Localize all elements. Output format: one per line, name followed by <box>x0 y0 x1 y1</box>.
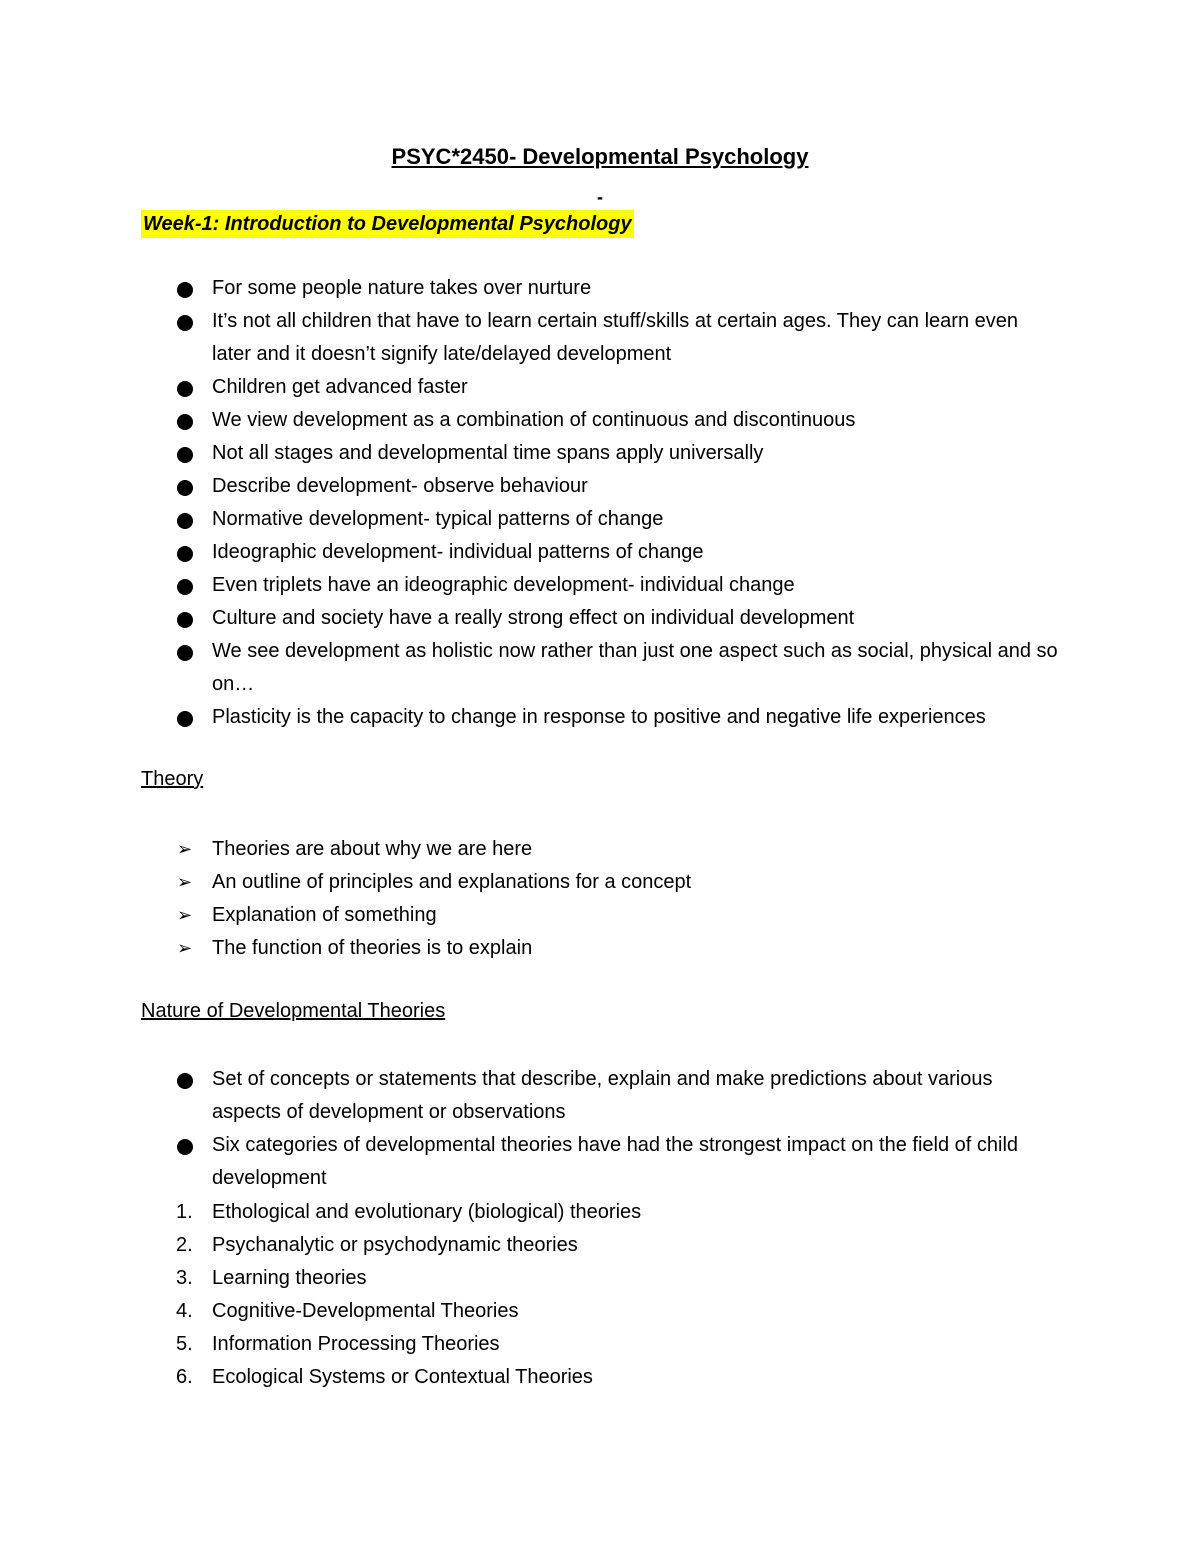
list-item <box>0 305 1200 371</box>
title-mark: - <box>597 187 603 207</box>
list-item-text: Normative development- typical patterns of change <box>212 508 664 530</box>
arrow-bullet-icon: ➢ <box>177 938 193 958</box>
list-item <box>0 437 1200 470</box>
list-item <box>0 1229 1200 1262</box>
bullet-icon <box>177 1139 193 1155</box>
list-item-text: Theories are about why we are here <box>212 838 533 860</box>
arrow-bullet-icon: ➢ <box>177 839 193 859</box>
list-item-text: Information Processing Theories <box>212 1333 500 1355</box>
list-number: 5. <box>176 1333 193 1355</box>
bullet-icon <box>177 447 193 463</box>
list-number: 4. <box>176 1300 193 1322</box>
bullet-icon <box>177 480 193 496</box>
bullet-icon <box>177 381 193 397</box>
document-title: PSYC*2450- Developmental Psychology <box>391 144 809 169</box>
list-item-text: Ethological and evolutionary (biological) theories <box>212 1201 642 1223</box>
list-item <box>0 371 1200 404</box>
list-item-text: Set of concepts or statements that describe, explain and make predictions about various aspects of development or observations <box>212 1068 993 1123</box>
list-item-text: We see development as holistic now rather than just one aspect such as social, physical and so on… <box>212 640 1058 695</box>
list-item-text: For some people nature takes over nurture <box>212 277 592 299</box>
nature-bullet-list <box>0 1063 1200 1195</box>
list-item <box>0 899 1200 932</box>
list-number: 1. <box>176 1201 193 1223</box>
list-item-text: Children get advanced faster <box>212 376 468 398</box>
list-item-text: Culture and society have a really strong effect on individual development <box>212 607 855 629</box>
bullet-icon <box>177 1073 193 1089</box>
theory-category-list <box>0 1196 1200 1394</box>
list-item <box>0 470 1200 503</box>
arrow-bullet-icon: ➢ <box>177 872 193 892</box>
list-item <box>0 833 1200 866</box>
intro-bullet-list <box>0 272 1200 734</box>
theory-list <box>0 833 1200 965</box>
list-item-text: Not all stages and developmental time spans apply universally <box>212 442 764 464</box>
bullet-icon <box>177 315 193 331</box>
list-item <box>0 701 1200 734</box>
list-item <box>0 1196 1200 1229</box>
list-item-text: Learning theories <box>212 1267 367 1289</box>
list-item-text: Ecological Systems or Contextual Theories <box>212 1366 593 1388</box>
list-item <box>0 932 1200 965</box>
week-heading: Week-1: Introduction to Developmental Psychology <box>141 210 634 238</box>
bullet-icon <box>177 414 193 430</box>
list-item-text: Six categories of developmental theories have had the strongest impact on the field of child development <box>212 1134 1019 1189</box>
list-item <box>0 1295 1200 1328</box>
list-item-text: Describe development- observe behaviour <box>212 475 588 497</box>
bullet-icon <box>177 513 193 529</box>
list-item <box>0 1262 1200 1295</box>
list-item-text: Plasticity is the capacity to change in response to positive and negative life experiences <box>212 706 986 728</box>
bullet-icon <box>177 282 193 298</box>
list-item <box>0 866 1200 899</box>
bullet-icon <box>177 711 193 727</box>
theory-heading: Theory <box>141 768 204 790</box>
list-item-text: Cognitive-Developmental Theories <box>212 1300 519 1322</box>
list-item-text: The function of theories is to explain <box>212 937 533 959</box>
list-item <box>0 1328 1200 1361</box>
list-item <box>0 503 1200 536</box>
list-number: 2. <box>176 1234 193 1256</box>
list-item <box>0 536 1200 569</box>
bullet-icon <box>177 579 193 595</box>
list-item <box>0 1063 1200 1129</box>
list-item <box>0 272 1200 305</box>
list-item-text: We view development as a combination of continuous and discontinuous <box>212 409 856 431</box>
list-item <box>0 602 1200 635</box>
list-item-text: Explanation of something <box>212 904 437 926</box>
list-item-text: Ideographic development- individual patterns of change <box>212 541 704 563</box>
list-item <box>0 635 1200 701</box>
list-item <box>0 1129 1200 1195</box>
list-item-text: Even triplets have an ideographic development- individual change <box>212 574 795 596</box>
list-item <box>0 569 1200 602</box>
arrow-bullet-icon: ➢ <box>177 905 193 925</box>
list-item-text: It’s not all children that have to learn certain stuff/skills at certain ages. They can learn even later and it doesn’t signify late/delayed development <box>212 310 1019 365</box>
list-number: 3. <box>176 1267 193 1289</box>
nature-heading: Nature of Developmental Theories <box>141 1000 446 1022</box>
list-item-text: Psychanalytic or psychodynamic theories <box>212 1234 578 1256</box>
bullet-icon <box>177 546 193 562</box>
list-item-text: An outline of principles and explanations for a concept <box>212 871 692 893</box>
list-item <box>0 1361 1200 1394</box>
list-number: 6. <box>176 1366 193 1388</box>
bullet-icon <box>177 645 193 661</box>
list-item <box>0 404 1200 437</box>
bullet-icon <box>177 612 193 628</box>
